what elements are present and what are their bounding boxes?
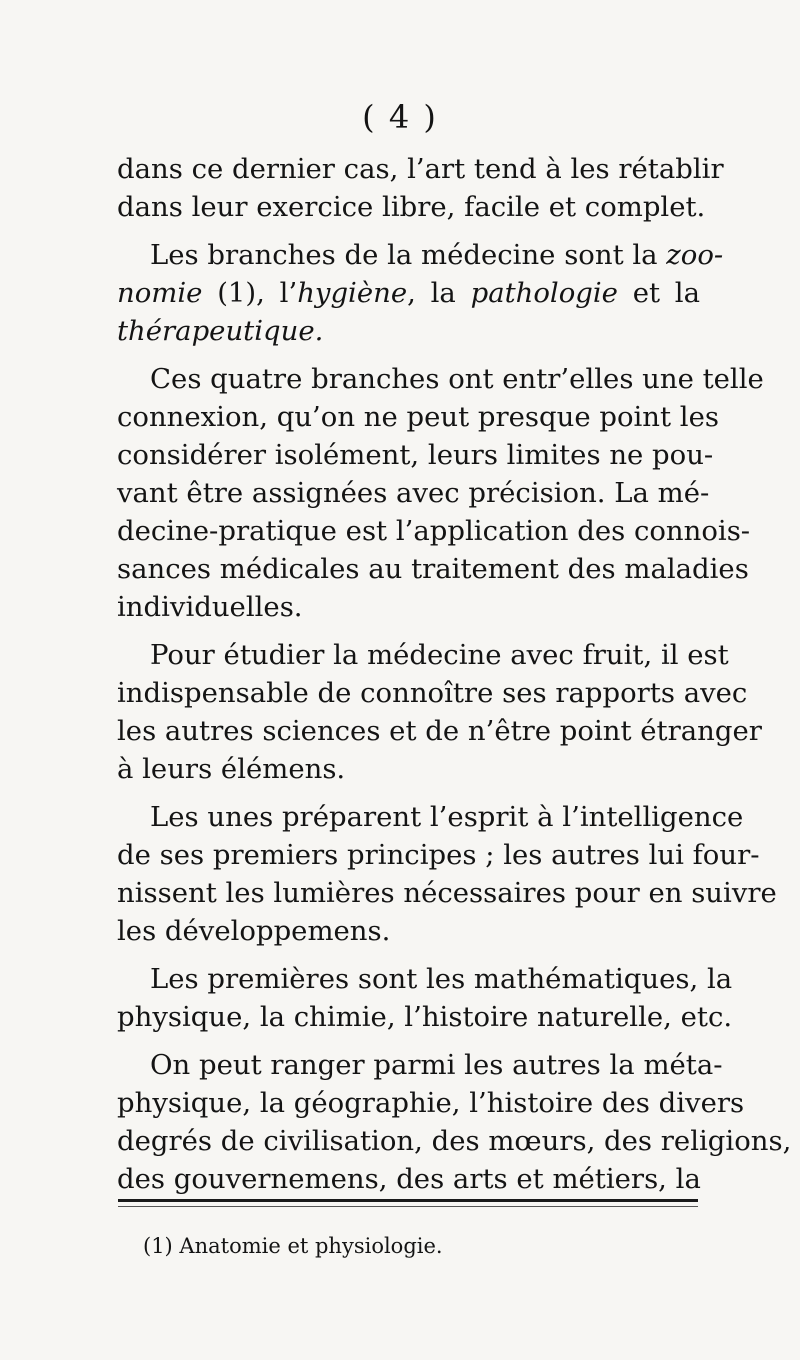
body-text bbox=[117, 150, 792, 1198]
paragraph-gap bbox=[117, 1036, 700, 1046]
footnote-separator bbox=[118, 1199, 698, 1202]
text-line: les développemens. bbox=[117, 915, 391, 947]
text-line: vant être assignées avec précision. La mé- bbox=[117, 477, 710, 509]
paragraph bbox=[117, 1046, 792, 1198]
paragraph bbox=[117, 798, 777, 950]
paragraph-gap bbox=[117, 788, 700, 798]
paragraph bbox=[117, 960, 733, 1036]
footnote-separator-thin bbox=[118, 1206, 698, 1207]
text-line: indispensable de connoître ses rapports avec bbox=[117, 677, 748, 709]
text-line: sances médicales au traitement des maladies bbox=[117, 553, 749, 585]
italic-term: nomie bbox=[117, 277, 203, 309]
italic-term: zoo- bbox=[666, 239, 724, 271]
paragraph bbox=[117, 636, 762, 788]
text-line: individuelles. bbox=[117, 591, 303, 623]
text-line: les autres sciences et de n’être point étranger bbox=[117, 715, 762, 747]
paragraph bbox=[117, 150, 724, 226]
text-line: physique, la chimie, l’histoire naturelle, etc. bbox=[117, 1001, 733, 1033]
text-line: On peut ranger parmi les autres la méta- bbox=[150, 1049, 723, 1081]
text-line: dans ce dernier cas, l’art tend à les rétablir bbox=[117, 153, 724, 185]
text-run: (1), l’ bbox=[202, 277, 298, 309]
text-run: Les branches de la médecine sont la bbox=[150, 239, 667, 271]
text-line bbox=[117, 274, 700, 312]
text-run: et la bbox=[617, 277, 700, 309]
text-line: physique, la géographie, l’histoire des divers bbox=[117, 1087, 745, 1119]
text-line: de ses premiers principes ; les autres lui four- bbox=[117, 839, 760, 871]
paragraph-gap bbox=[117, 350, 700, 360]
text-run: , la bbox=[407, 277, 471, 309]
paragraph bbox=[117, 236, 724, 350]
paragraph-gap bbox=[117, 226, 700, 236]
text-line: connexion, qu’on ne peut presque point les bbox=[117, 401, 719, 433]
italic-term: pathologie bbox=[470, 277, 618, 309]
text-line bbox=[117, 236, 724, 274]
paragraph-gap bbox=[117, 950, 700, 960]
text-line bbox=[117, 312, 700, 350]
paragraph-gap bbox=[117, 626, 700, 636]
paragraph bbox=[117, 360, 764, 626]
italic-term: hygiène bbox=[297, 277, 408, 309]
text-line: decine-pratique est l’application des connois- bbox=[117, 515, 751, 547]
page-number: ( 4 ) bbox=[362, 98, 438, 136]
footnote: (1) Anatomie et physiologie. bbox=[143, 1234, 443, 1258]
text-line: des gouvernemens, des arts et métiers, la bbox=[117, 1163, 701, 1195]
italic-term: thérapeutique. bbox=[117, 315, 324, 347]
text-line: Les premières sont les mathématiques, la bbox=[150, 963, 733, 995]
text-line: dans leur exercice libre, facile et complet. bbox=[117, 191, 706, 223]
text-line: Les unes préparent l’esprit à l’intelligence bbox=[150, 801, 744, 833]
text-line: degrés de civilisation, des mœurs, des religions, bbox=[117, 1125, 792, 1157]
text-line: Ces quatre branches ont entr’elles une telle bbox=[150, 363, 764, 395]
text-line: Pour étudier la médecine avec fruit, il est bbox=[150, 639, 729, 671]
text-line: nissent les lumières nécessaires pour en suivre bbox=[117, 877, 777, 909]
text-line: à leurs élémens. bbox=[117, 753, 346, 785]
text-line: considérer isolément, leurs limites ne pou- bbox=[117, 439, 714, 471]
